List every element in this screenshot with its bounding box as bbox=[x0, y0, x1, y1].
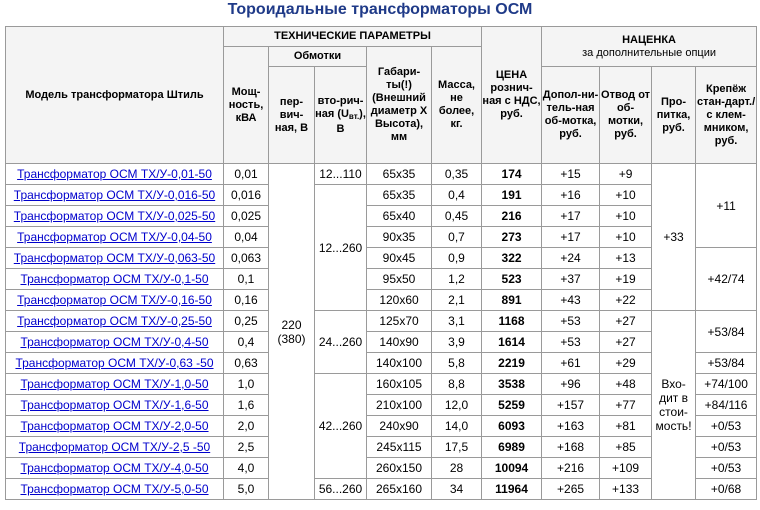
model-link[interactable]: Трансформатор ОСМ ТХ/У-1,0-50 bbox=[20, 377, 209, 391]
table-row bbox=[6, 164, 757, 185]
header-power: Мощ-ность, кВА bbox=[224, 47, 269, 164]
tap-cell: +77 bbox=[600, 395, 652, 416]
power-cell: 1,0 bbox=[224, 374, 269, 395]
price-cell: 174 bbox=[482, 164, 542, 185]
secondary-voltage-cell: 42...260 bbox=[315, 374, 367, 479]
extra-winding-cell: +157 bbox=[542, 395, 600, 416]
extra-winding-cell: +43 bbox=[542, 290, 600, 311]
price-cell: 322 bbox=[482, 248, 542, 269]
dimensions-cell: 120x60 bbox=[367, 290, 432, 311]
tap-cell: +10 bbox=[600, 227, 652, 248]
model-link[interactable]: Трансформатор ОСМ ТХ/У-0,04-50 bbox=[17, 230, 212, 244]
price-cell: 1614 bbox=[482, 332, 542, 353]
header-impregnation: Про-питка, руб. bbox=[652, 67, 696, 164]
dimensions-cell: 90x45 bbox=[367, 248, 432, 269]
extra-winding-cell: +53 bbox=[542, 311, 600, 332]
dimensions-cell: 260x150 bbox=[367, 458, 432, 479]
mounting-cell: +0/53 bbox=[696, 416, 757, 437]
table-row bbox=[6, 437, 757, 458]
tap-cell: +109 bbox=[600, 458, 652, 479]
price-cell: 273 bbox=[482, 227, 542, 248]
header-secondary: вто-рич-ная $(U_{вт.})$, В bbox=[315, 67, 367, 164]
mounting-cell: +84/116 bbox=[696, 395, 757, 416]
header-mounting: Крепёж стан-дарт./ с клем-мником, руб. bbox=[696, 67, 757, 164]
price-cell: 11964 bbox=[482, 479, 542, 500]
header-taps: Отвод от об-мотки, руб. bbox=[600, 67, 652, 164]
price-cell: 2219 bbox=[482, 353, 542, 374]
table-row bbox=[6, 395, 757, 416]
extra-winding-cell: +168 bbox=[542, 437, 600, 458]
table-row bbox=[6, 416, 757, 437]
model-link[interactable]: Трансформатор ОСМ ТХ/У-2,5 -50 bbox=[18, 440, 211, 454]
mass-cell: 0,45 bbox=[432, 206, 482, 227]
secondary-voltage-cell: 12...110 bbox=[315, 164, 367, 185]
dimensions-cell: 160x105 bbox=[367, 374, 432, 395]
header-primary: пер-вич-ная, В bbox=[269, 67, 315, 164]
tap-cell: +10 bbox=[600, 185, 652, 206]
header-model: Модель трансформатора Штиль bbox=[6, 27, 224, 164]
mass-cell: 17,5 bbox=[432, 437, 482, 458]
extra-winding-cell: +163 bbox=[542, 416, 600, 437]
mass-cell: 1,2 bbox=[432, 269, 482, 290]
header-price: ЦЕНА рознич-ная с НДС, руб. bbox=[482, 27, 542, 164]
mounting-cell: +74/100 bbox=[696, 374, 757, 395]
tap-cell: +10 bbox=[600, 206, 652, 227]
tap-cell: +27 bbox=[600, 332, 652, 353]
dimensions-cell: 265x160 bbox=[367, 479, 432, 500]
dimensions-cell: 240x90 bbox=[367, 416, 432, 437]
tap-cell: +22 bbox=[600, 290, 652, 311]
model-link[interactable]: Трансформатор ОСМ ТХ/У-2,0-50 bbox=[20, 419, 209, 433]
table-row bbox=[6, 269, 757, 290]
table-row bbox=[6, 311, 757, 332]
price-cell: 3538 bbox=[482, 374, 542, 395]
power-cell: 0,16 bbox=[224, 290, 269, 311]
extra-winding-cell: +265 bbox=[542, 479, 600, 500]
dimensions-cell: 65x40 bbox=[367, 206, 432, 227]
dimensions-cell: 95x50 bbox=[367, 269, 432, 290]
header-markup bbox=[542, 27, 757, 67]
power-cell: 0,4 bbox=[224, 332, 269, 353]
model-link[interactable]: Трансформатор ОСМ ТХ/У-4,0-50 bbox=[20, 461, 209, 475]
header-extra-winding: Допол-ни-тель-ная об-мотка, руб. bbox=[542, 67, 600, 164]
secondary-voltage-cell: 24...260 bbox=[315, 311, 367, 374]
tap-cell: +13 bbox=[600, 248, 652, 269]
price-cell: 891 bbox=[482, 290, 542, 311]
model-link[interactable]: Трансформатор ОСМ ТХ/У-0,1-50 bbox=[20, 272, 209, 286]
mass-cell: 0,7 bbox=[432, 227, 482, 248]
table-row bbox=[6, 458, 757, 479]
model-link[interactable]: Трансформатор ОСМ ТХ/У-0,25-50 bbox=[17, 314, 212, 328]
extra-winding-cell: +16 bbox=[542, 185, 600, 206]
power-cell: 5,0 bbox=[224, 479, 269, 500]
header-markup-title: НАЦЕНКА bbox=[622, 33, 676, 46]
dimensions-cell: 90x35 bbox=[367, 227, 432, 248]
dimensions-cell: 65x35 bbox=[367, 185, 432, 206]
header-dimensions: Габари-ты(!) (Внешний диаметр Х Высота), мм bbox=[367, 47, 432, 164]
dimensions-cell: 140x100 bbox=[367, 353, 432, 374]
extra-winding-cell: +24 bbox=[542, 248, 600, 269]
primary-voltage-cell: 220 (380) bbox=[269, 164, 315, 500]
power-cell: 0,016 bbox=[224, 185, 269, 206]
impregnation-cell: Вхо-дит в стои-мость! bbox=[652, 311, 696, 500]
extra-winding-cell: +96 bbox=[542, 374, 600, 395]
mounting-cell: +0/53 bbox=[696, 458, 757, 479]
extra-winding-cell: +37 bbox=[542, 269, 600, 290]
mounting-cell: +0/53 bbox=[696, 437, 757, 458]
mass-cell: 34 bbox=[432, 479, 482, 500]
tap-cell: +48 bbox=[600, 374, 652, 395]
table-row bbox=[6, 206, 757, 227]
mass-cell: 3,1 bbox=[432, 311, 482, 332]
header-mass: Масса, не более, кг. bbox=[432, 47, 482, 164]
price-cell: 10094 bbox=[482, 458, 542, 479]
impregnation-cell: +33 bbox=[652, 164, 696, 311]
extra-winding-cell: +61 bbox=[542, 353, 600, 374]
model-link[interactable]: Трансформатор ОСМ ТХ/У-0,01-50 bbox=[17, 167, 212, 181]
power-cell: 2,0 bbox=[224, 416, 269, 437]
mass-cell: 12,0 bbox=[432, 395, 482, 416]
price-cell: 1168 bbox=[482, 311, 542, 332]
power-cell: 1,6 bbox=[224, 395, 269, 416]
price-cell: 216 bbox=[482, 206, 542, 227]
tap-cell: +85 bbox=[600, 437, 652, 458]
table-row bbox=[6, 227, 757, 248]
header-tech-params: ТЕХНИЧЕСКИЕ ПАРАМЕТРЫ bbox=[224, 27, 482, 47]
table-row bbox=[6, 185, 757, 206]
mass-cell: 5,8 bbox=[432, 353, 482, 374]
header-markup-subtitle: за дополнительные опции bbox=[582, 46, 716, 59]
extra-winding-cell: +17 bbox=[542, 206, 600, 227]
mass-cell: 2,1 bbox=[432, 290, 482, 311]
table-row bbox=[6, 353, 757, 374]
power-cell: 0,063 bbox=[224, 248, 269, 269]
mass-cell: 0,4 bbox=[432, 185, 482, 206]
mass-cell: 14,0 bbox=[432, 416, 482, 437]
tap-cell: +9 bbox=[600, 164, 652, 185]
header-windings: Обмотки bbox=[269, 47, 367, 67]
model-link[interactable]: Трансформатор ОСМ ТХ/У-0,025-50 bbox=[13, 209, 216, 223]
mounting-cell: +0/68 bbox=[696, 479, 757, 500]
model-link[interactable]: Трансформатор ОСМ ТХ/У-5,0-50 bbox=[20, 482, 209, 496]
mounting-cell: +53/84 bbox=[696, 353, 757, 374]
dimensions-cell: 245x115 bbox=[367, 437, 432, 458]
price-cell: 523 bbox=[482, 269, 542, 290]
price-cell: 5259 bbox=[482, 395, 542, 416]
power-cell: 0,04 bbox=[224, 227, 269, 248]
mounting-cell: +42/74 bbox=[696, 248, 757, 311]
power-cell: 0,1 bbox=[224, 269, 269, 290]
model-link[interactable]: Трансформатор ОСМ ТХ/У-0,016-50 bbox=[13, 188, 216, 202]
mass-cell: 0,35 bbox=[432, 164, 482, 185]
tap-cell: +29 bbox=[600, 353, 652, 374]
secondary-voltage-cell: 12...260 bbox=[315, 185, 367, 311]
power-cell: 0,01 bbox=[224, 164, 269, 185]
price-cell: 191 bbox=[482, 185, 542, 206]
model-link[interactable]: Трансформатор ОСМ ТХ/У-1,6-50 bbox=[20, 398, 209, 412]
power-cell: 0,025 bbox=[224, 206, 269, 227]
tap-cell: +133 bbox=[600, 479, 652, 500]
mounting-cell: +11 bbox=[696, 164, 757, 248]
extra-winding-cell: +17 bbox=[542, 227, 600, 248]
table-row bbox=[6, 290, 757, 311]
model-link[interactable]: Трансформатор ОСМ ТХ/У-0,063-50 bbox=[13, 251, 216, 265]
page-title: Тороидальные трансформаторы ОСМ bbox=[227, 1, 533, 18]
mounting-cell: +53/84 bbox=[696, 311, 757, 353]
table-row bbox=[6, 248, 757, 269]
power-cell: 0,63 bbox=[224, 353, 269, 374]
extra-winding-cell: +15 bbox=[542, 164, 600, 185]
power-cell: 4,0 bbox=[224, 458, 269, 479]
secondary-voltage-cell: 56...260 bbox=[315, 479, 367, 500]
power-cell: 0,25 bbox=[224, 311, 269, 332]
table-row bbox=[6, 479, 757, 500]
mass-cell: 8,8 bbox=[432, 374, 482, 395]
price-cell: 6093 bbox=[482, 416, 542, 437]
tap-cell: +19 bbox=[600, 269, 652, 290]
mass-cell: 28 bbox=[432, 458, 482, 479]
price-cell: 6989 bbox=[482, 437, 542, 458]
dimensions-cell: 65x35 bbox=[367, 164, 432, 185]
model-link[interactable]: Трансформатор ОСМ ТХ/У-0,16-50 bbox=[17, 293, 212, 307]
dimensions-cell: 125x70 bbox=[367, 311, 432, 332]
extra-winding-cell: +216 bbox=[542, 458, 600, 479]
extra-winding-cell: +53 bbox=[542, 332, 600, 353]
mass-cell: 0,9 bbox=[432, 248, 482, 269]
table-row bbox=[6, 374, 757, 395]
dimensions-cell: 140x90 bbox=[367, 332, 432, 353]
model-link[interactable]: Трансформатор ОСМ ТХ/У-0,63 -50 bbox=[15, 356, 214, 370]
table-row bbox=[6, 332, 757, 353]
mass-cell: 3,9 bbox=[432, 332, 482, 353]
model-link[interactable]: Трансформатор ОСМ ТХ/У-0,4-50 bbox=[20, 335, 209, 349]
dimensions-cell: 210x100 bbox=[367, 395, 432, 416]
price-table bbox=[5, 26, 757, 500]
power-cell: 2,5 bbox=[224, 437, 269, 458]
tap-cell: +27 bbox=[600, 311, 652, 332]
tap-cell: +81 bbox=[600, 416, 652, 437]
